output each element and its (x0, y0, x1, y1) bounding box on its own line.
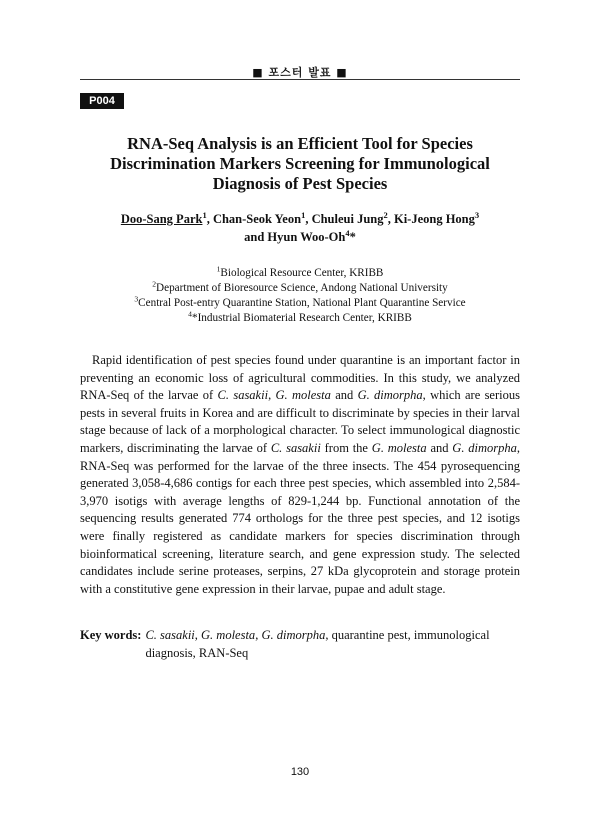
species-name: G. molesta (371, 440, 427, 455)
species-name: G. dimorpha (452, 440, 517, 455)
affiliation-sup: 3 (134, 294, 139, 304)
affiliations (80, 266, 520, 326)
author-affil-sup: 4 (345, 227, 350, 238)
author-name: Chan-Seok Yeon (212, 212, 302, 226)
keyword-text: , quarantine pest, immunological diagnosis, RAN-Seq (145, 628, 490, 660)
affiliation-line (80, 281, 520, 296)
paper-title (80, 134, 520, 194)
affiliation-text: *Industrial Biomaterial Research Center, KRIBB (191, 312, 412, 324)
affiliation-line (80, 296, 520, 311)
species-name: C. sasakii (217, 388, 269, 403)
affiliation-sup: 2 (152, 279, 157, 289)
title-line: Diagnosis of Pest Species (212, 174, 388, 193)
affiliation-line (80, 311, 520, 326)
author-affil-sup: 1 (301, 209, 306, 220)
affiliation-text: Central Post-entry Quarantine Station, National Plant Quarantine Service (138, 297, 466, 309)
abstract-text: Rapid identification of pest species found under quarantine is an important factor in preventing an economic loss of agricultural commodities. In this study, we analyzed RNA-Seq of the larvae of (80, 353, 520, 403)
author-name: and Hyun Woo-Oh (244, 230, 346, 244)
affiliation-sup: 1 (216, 264, 221, 274)
keyword-species: C. sasakii (145, 628, 195, 642)
section-header: ■ 포스터 발표 ■ (252, 66, 348, 79)
author-line (80, 228, 520, 246)
poster-code-badge: P004 (80, 93, 124, 109)
keywords-block (80, 626, 520, 662)
author-name: Doo-Sang Park (120, 212, 203, 226)
abstract-paragraph (80, 352, 520, 598)
author-affil-sup: 1 (202, 209, 207, 220)
author-list (80, 210, 520, 246)
abstract-text: , RNA-Seq was performed for the larvae of the three insects. The 454 pyrosequencing generated 3,058-4,686 contigs for each three pest species, which assembled into 2,584-3,970 isotigs with average lengths of 829-1,244 bp. Functional annotation of the sequencing results generated 774 orthologs for the three pest species, and 12 isotigs were finally registered as candidate markers for species discrimination through bioinformatical screening, literature search, and gene expression study. The selected candidates include serine proteases, serpins, 27 kDa glycoprotein and storage protein with a constitutive gene expression in their larvae, pupae and adult stage. (80, 440, 520, 596)
abstract-text: , (268, 388, 276, 403)
abstract-text: , which are serious pests in several fruits in Korea and are difficult to discriminate by species in their larval stage because of lack of a morphological character. To select immunological diagnostic markers, discriminating the larvae of (80, 388, 520, 455)
author-name: Chuleui Jung (311, 212, 384, 226)
affiliation-sup: 4 (188, 309, 192, 319)
author-name: Ki-Jeong Hong (393, 212, 475, 226)
species-name: C. sasakii (270, 440, 321, 455)
author-affil-sup: 3 (474, 209, 480, 220)
affiliation-line (80, 266, 520, 281)
species-name: G. molesta (275, 388, 331, 403)
header-divider (80, 79, 520, 80)
page-number: 130 (290, 766, 310, 778)
abstract-text: and (426, 440, 453, 455)
author-affil-sup: 2 (383, 209, 388, 220)
species-name: G. dimorpha (357, 388, 423, 403)
abstract-text: from the (320, 440, 372, 455)
keyword-species: G. dimorpha (261, 628, 326, 642)
author-line: Doo-Sang Park$^1$, Chan-Seok Yeon$^1$, Chuleui Jung$^2$, Ki-Jeong Hong$^3$ (120, 209, 480, 226)
keyword-separator: , (194, 628, 202, 642)
abstract-text: and (330, 388, 358, 403)
title-line: RNA-Seq Analysis is an Efficient Tool for Species (127, 134, 473, 153)
keywords-label: Key words: (80, 628, 142, 642)
keywords-list (145, 626, 520, 662)
corresponding-mark: * (349, 230, 356, 244)
keyword-species: G. molesta (201, 628, 256, 642)
affiliation-text: Biological Resource Center, KRIBB (220, 267, 384, 279)
title-line: Discrimination Markers Screening for Immunological (110, 154, 490, 173)
keyword-separator: , (255, 628, 262, 642)
affiliation-text: Department of Bioresource Science, Andong National University (156, 282, 448, 294)
